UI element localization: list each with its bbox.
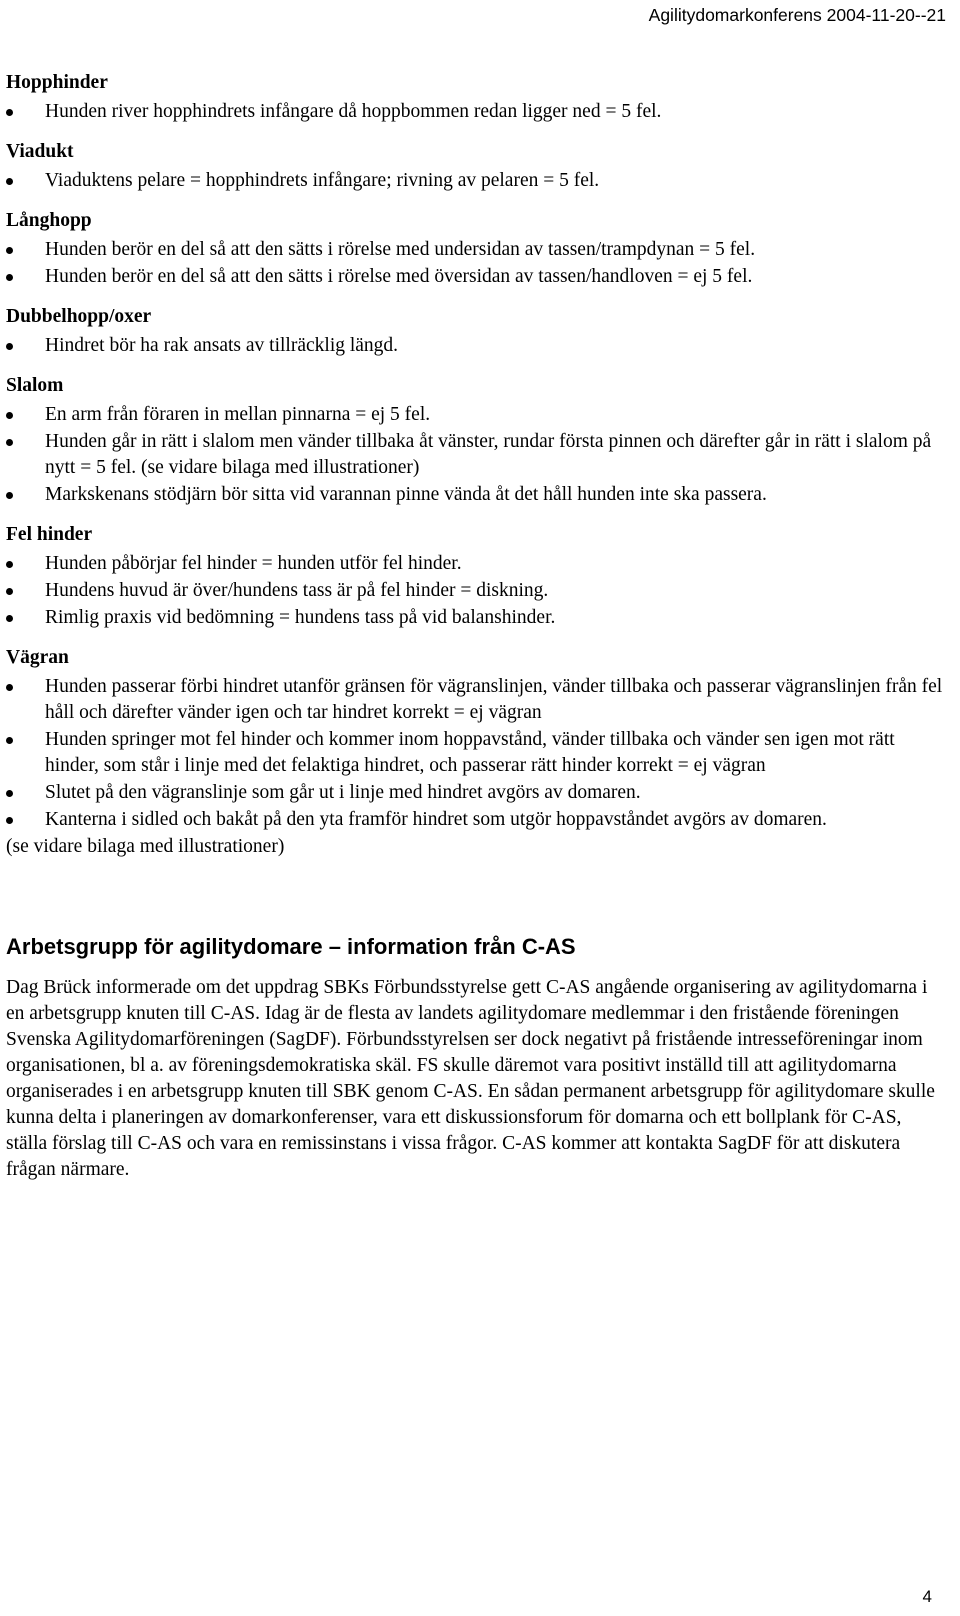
- document-body: [6, 70, 946, 1183]
- section-heading: Slalom: [6, 375, 64, 396]
- list-item: [6, 674, 946, 726]
- section-note: (se vidare bilaga med illustrationer): [6, 836, 285, 857]
- bullet-icon: [6, 588, 13, 595]
- list-item-text: Kanterna i sidled och bakåt på den yta framför hindret som utgör hoppavståndet avgörs av domaren.: [45, 809, 827, 830]
- list-item-text: Markskenans stödjärn bör sitta vid varannan pinne vända åt det håll hunden inte ska passera.: [45, 484, 767, 505]
- section-heading: Vägran: [6, 647, 69, 668]
- list-item: [6, 807, 946, 833]
- rule-section: [6, 373, 946, 508]
- list-item-text: Hindret bör ha rak ansats av tillräcklig längd.: [45, 335, 399, 356]
- section-heading: Hopphinder: [6, 72, 108, 93]
- list-item: [6, 333, 946, 359]
- section-heading: Långhopp: [6, 210, 92, 231]
- list-item: [6, 402, 946, 428]
- page-number: 4: [922, 1587, 932, 1606]
- article-heading: Arbetsgrupp för agilitydomare – information från C-AS: [6, 934, 576, 959]
- list-item-text: En arm från föraren in mellan pinnarna = ej 5 fel.: [45, 404, 431, 425]
- list-item: [6, 578, 946, 604]
- list-item: [6, 168, 946, 194]
- rule-section: [6, 304, 946, 359]
- bullet-list: [6, 551, 946, 631]
- running-header: Agilitydomarkonferens 2004-11-20--21: [648, 5, 946, 25]
- list-item: [6, 727, 946, 779]
- bullet-icon: [6, 615, 13, 622]
- list-item: [6, 605, 946, 631]
- bullet-icon: [6, 790, 13, 797]
- rule-section: [6, 522, 946, 631]
- bullet-icon: [6, 737, 13, 744]
- list-item-text: Slutet på den vägranslinje som går ut i linje med hindret avgörs av domaren.: [45, 782, 641, 803]
- bullet-list: [6, 237, 946, 290]
- bullet-icon: [6, 109, 13, 116]
- rule-section: [6, 645, 946, 860]
- list-item: [6, 482, 946, 508]
- bullet-icon: [6, 561, 13, 568]
- rule-section: [6, 139, 946, 194]
- section-heading: Dubbelhopp/oxer: [6, 306, 152, 327]
- bullet-icon: [6, 343, 13, 350]
- article-paragraph: Dag Brück informerade om det uppdrag SBKs Förbundsstyrelse gett C-AS angående organisering av agilitydomarna i en arbetsgrupp knuten till C-AS. Idag är de flesta av landets agilitydomare medlemmar i den fristående föreningen Svenska Agilitydomarföreningen (SagDF). Förbundsstyrelsen ser dock negativt på fristående intresseföreningar inom organisationen, bl a. av föreningsdemokratiska skäl. FS skulle däremot vara positivt inställd till att agilitydomarna organiserades i en arbetsgrupp knuten till SBK genom C-AS. En sådan permanent arbetsgrupp för agilitydomare skulle kunna delta i planeringen av domarkonferenser, vara ett diskussionsforum för domarna och ett bollplank för C-AS, ställa förslag till C-AS och vara en remissinstans i vissa frågor. C-AS kommer att kontakta SagDF för att diskutera frågan närmare.: [6, 977, 935, 1180]
- list-item: [6, 551, 946, 577]
- list-item-text: Hunden springer mot fel hinder och kommer inom hoppavstånd, vänder tillbaka och vänder sen igen mot rätt hinder, som står i linje med det felaktiga hindret, och passerar rätt hinder korrekt = ej vägran: [45, 729, 895, 776]
- list-item-text: Hunden passerar förbi hindret utanför gränsen för vägranslinjen, vänder tillbaka och passerar vägranslinjen från fel håll och därefter vänder igen och tar hindret korrekt = ej vägran: [45, 676, 943, 723]
- rule-sections: [6, 70, 946, 860]
- bullet-icon: [6, 274, 13, 281]
- list-item: [6, 99, 946, 125]
- rule-section: [6, 208, 946, 290]
- list-item-text: Hunden påbörjar fel hinder = hunden utför fel hinder.: [45, 553, 462, 574]
- rule-section: [6, 70, 946, 125]
- list-item-text: Hunden berör en del så att den sätts i rörelse med undersidan av tassen/trampdynan = 5 fel.: [45, 239, 756, 260]
- list-item-text: Hunden går in rätt i slalom men vänder tillbaka åt vänster, rundar första pinnen och därefter går in rätt i slalom på nytt = 5 fel. (se vidare bilaga med illustrationer): [45, 431, 932, 478]
- bullet-list: [6, 333, 946, 359]
- bullet-icon: [6, 439, 13, 446]
- section-heading: Fel hinder: [6, 524, 93, 545]
- list-item-text: Viaduktens pelare = hopphindrets infångare; rivning av pelaren = 5 fel.: [45, 170, 600, 191]
- bullet-icon: [6, 492, 13, 499]
- bullet-icon: [6, 412, 13, 419]
- bullet-list: [6, 402, 946, 508]
- bullet-icon: [6, 178, 13, 185]
- list-item: [6, 237, 946, 263]
- list-item: [6, 780, 946, 806]
- list-item-text: Hunden berör en del så att den sätts i rörelse med översidan av tassen/handloven = ej 5 fel.: [45, 266, 753, 287]
- bullet-list: [6, 168, 946, 194]
- bullet-icon: [6, 247, 13, 254]
- list-item: [6, 429, 946, 481]
- bullet-icon: [6, 684, 13, 691]
- section-heading: Viadukt: [6, 141, 74, 162]
- list-item-text: Rimlig praxis vid bedömning = hundens tass på vid balanshinder.: [45, 607, 556, 628]
- list-item-text: Hunden river hopphindrets infångare då hoppbommen redan ligger ned = 5 fel.: [45, 101, 662, 122]
- bullet-list: [6, 674, 946, 833]
- list-item: [6, 264, 946, 290]
- list-item-text: Hundens huvud är över/hundens tass är på fel hinder = diskning.: [45, 580, 549, 601]
- bullet-list: [6, 99, 946, 125]
- bullet-icon: [6, 817, 13, 824]
